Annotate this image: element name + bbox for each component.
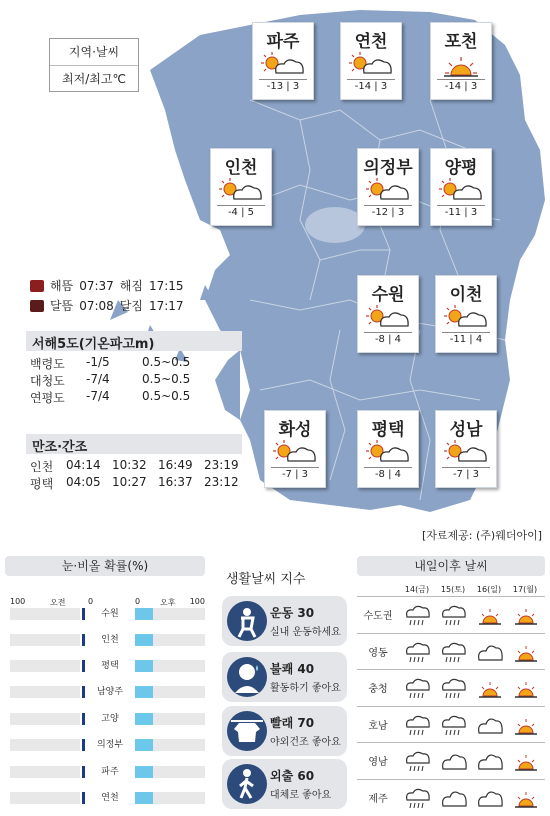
life-item-desc: 대체로 좋아요 <box>270 790 332 801</box>
cloud-rain-icon <box>403 784 433 812</box>
sun-setting-icon <box>511 784 541 812</box>
city-card-pyeongtaek <box>357 410 419 488</box>
life-index-title: 생활날씨 지수 <box>226 572 306 587</box>
life-item-desc: 실내 운동하세요 <box>270 627 341 638</box>
sun-setting-icon <box>511 711 541 739</box>
precip-row <box>10 739 205 751</box>
temp-low: -8 <box>374 334 385 345</box>
temp-range: -11 | 4 <box>442 332 490 345</box>
sun-cloud-icon <box>358 175 418 205</box>
precip-region: 수원 <box>101 609 119 619</box>
cloud-icon <box>475 638 505 666</box>
city-card-seongnam <box>435 410 497 488</box>
city-name: 평택 <box>371 420 405 440</box>
sun-cloud-icon <box>358 437 418 467</box>
precip-row <box>10 660 205 672</box>
moon-icon <box>30 300 44 312</box>
life-item-outing <box>222 759 347 809</box>
forecast-row <box>357 742 545 778</box>
temp-high: 3 <box>470 81 478 92</box>
tide-time: 10:27 <box>112 475 147 489</box>
temp-low: -14 <box>354 81 372 92</box>
temp-range: -8 | 4 <box>364 467 412 480</box>
forecast-row <box>357 706 545 742</box>
temp-low: -7 <box>281 469 292 480</box>
cloud-rain-icon <box>439 674 469 702</box>
moonset-time: 17:17 <box>148 298 184 313</box>
sun-setting-icon <box>511 747 541 775</box>
temp-high: 3 <box>397 207 405 218</box>
forecast-region: 영동 <box>368 647 388 659</box>
forecast-region: 충청 <box>368 684 388 695</box>
tide-time: 23:19 <box>204 458 239 472</box>
cloud-rain-icon <box>439 601 469 629</box>
cloud-rain-icon <box>403 638 433 666</box>
city-name: 연천 <box>354 32 388 52</box>
temp-high: 3 <box>292 81 300 92</box>
tide-time: 16:49 <box>158 458 193 472</box>
city-card-paju <box>252 22 314 100</box>
precip-row <box>10 766 205 778</box>
cloud-icon <box>475 784 505 812</box>
temp-high: 3 <box>380 81 388 92</box>
sun-cloud-icon <box>436 302 496 332</box>
cloud-rain-icon <box>403 601 433 629</box>
axis-zero-right: 0 <box>135 597 141 606</box>
temp-low: -13 <box>266 81 284 92</box>
sea-temp: -7/4 <box>86 389 110 403</box>
sunrise-time: 07:37 <box>79 278 114 293</box>
sun-cloud-icon <box>436 437 496 467</box>
cloud-rain-icon <box>403 674 433 702</box>
life-item-name: 불쾌 40 <box>270 662 315 676</box>
city-name: 양평 <box>444 158 478 178</box>
axis-left-100: 100 <box>10 597 26 606</box>
temp-high: 3 <box>301 469 309 480</box>
tide-time: 04:05 <box>66 475 101 489</box>
city-card-uijeongbu <box>357 148 419 226</box>
legend-region-weather: 지역·날씨 <box>68 45 120 59</box>
temp-high: 3 <box>470 207 478 218</box>
city-card-suwon <box>357 275 419 353</box>
precip-region: 의정부 <box>96 740 124 750</box>
city-name: 수원 <box>371 285 405 305</box>
sea-place: 대청도 <box>30 374 65 388</box>
precip-region: 남양주 <box>96 687 124 697</box>
city-card-hwaseong <box>264 410 326 488</box>
temp-high: 5 <box>247 207 255 218</box>
temp-high: 3 <box>472 469 480 480</box>
city-card-incheon <box>210 148 272 226</box>
precip-region: 연천 <box>101 793 119 803</box>
tide-time: 16:37 <box>158 475 193 489</box>
sun-setting-icon <box>431 49 491 79</box>
precip-row <box>10 634 205 646</box>
temp-range: -11 | 3 <box>437 205 485 218</box>
precip-row <box>10 608 205 620</box>
temp-low: -7 <box>452 469 463 480</box>
sun-setting-icon <box>511 638 541 666</box>
life-item-desc: 야외건조 좋아요 <box>270 737 341 748</box>
city-name: 이천 <box>449 285 483 305</box>
city-name: 화성 <box>278 420 312 440</box>
sun-setting-icon <box>475 674 505 702</box>
temp-range: -12 | 3 <box>364 205 412 218</box>
person-sweat-icon <box>227 657 267 697</box>
tide-panel <box>26 434 242 492</box>
cloud-icon <box>439 784 469 812</box>
moonrise-label: 달뜸 <box>50 299 74 313</box>
moonrise-time: 07:08 <box>79 298 114 313</box>
temp-low: -11 <box>449 334 467 345</box>
sun-cloud-icon <box>341 49 401 79</box>
tide-time: 10:32 <box>112 458 147 472</box>
sea-panel-title: 서해5도(기온파고m) <box>26 331 242 351</box>
city-name: 파주 <box>266 32 300 52</box>
sea-wave: 0.5~0.5 <box>142 372 191 386</box>
forecast-day: 14(금) <box>404 585 430 594</box>
city-name: 인천 <box>224 158 258 178</box>
city-name: 의정부 <box>363 158 413 178</box>
forecast-region: 수도권 <box>363 611 393 622</box>
sea-row <box>26 355 242 372</box>
sunset-time: 17:15 <box>148 278 184 293</box>
forecast-row <box>357 596 545 632</box>
forecast-row <box>357 669 545 705</box>
temp-range: -14 | 3 <box>437 79 485 92</box>
tide-time: 23:12 <box>204 475 239 489</box>
precip-region: 고양 <box>101 714 119 724</box>
tide-panel-title: 만조·간조 <box>26 434 242 454</box>
sun-times <box>30 277 184 294</box>
cloud-icon <box>475 711 505 739</box>
temp-low: -11 <box>444 207 462 218</box>
temp-range: -13 | 3 <box>259 79 307 92</box>
precip-row <box>10 713 205 725</box>
life-item-desc: 활동하기 좋아요 <box>270 683 341 694</box>
sun-cloud-icon <box>358 302 418 332</box>
life-item-laundry <box>222 706 347 756</box>
life-item-name: 운동 30 <box>270 606 315 620</box>
sun-cloud-icon <box>265 437 325 467</box>
axis-am: 오전 <box>50 598 66 607</box>
forecast-day: 15(토) <box>440 585 466 594</box>
sunrise-icon <box>30 280 44 292</box>
life-item-exercise <box>222 596 347 646</box>
temp-high: 4 <box>394 334 402 345</box>
moon-times <box>30 297 184 314</box>
life-item-name: 외출 60 <box>270 769 315 783</box>
sun-cloud-icon <box>431 175 491 205</box>
forecast-region: 제주 <box>368 793 388 805</box>
forecast-region: 호남 <box>368 720 388 732</box>
sun-setting-icon <box>511 601 541 629</box>
precip-region: 평택 <box>101 661 119 671</box>
axis-zero-left: 0 <box>88 597 94 606</box>
temp-low: -8 <box>374 469 385 480</box>
sea-panel <box>26 331 242 406</box>
city-card-pocheon <box>430 22 492 100</box>
sea-row <box>26 372 242 389</box>
moonset-label: 달짐 <box>119 299 143 313</box>
axis-right-100: 100 <box>189 597 205 606</box>
city-name: 성남 <box>449 420 483 440</box>
temp-range: -7 | 3 <box>442 467 490 480</box>
temp-high: 4 <box>394 469 402 480</box>
forecast-days <box>399 584 545 595</box>
bottom-panels <box>0 556 550 815</box>
precip-row <box>10 792 205 804</box>
temp-low: -4 <box>227 207 238 218</box>
forecast-row <box>357 633 545 669</box>
cloud-rain-icon <box>439 638 469 666</box>
sun-setting-icon <box>475 601 505 629</box>
sun-cloud-icon <box>211 175 271 205</box>
sea-place: 백령도 <box>30 357 65 371</box>
tide-place: 인천 <box>30 460 54 474</box>
cloud-icon <box>439 747 469 775</box>
walking-person-icon <box>227 764 267 804</box>
axis-pm: 오후 <box>160 598 176 607</box>
map-legend <box>49 38 139 92</box>
temp-range: -14 | 3 <box>347 79 395 92</box>
temp-high: 4 <box>475 334 483 345</box>
cloud-icon <box>475 747 505 775</box>
forecast-day: 17(월) <box>512 585 538 594</box>
shirt-icon <box>227 711 267 751</box>
tide-row <box>26 458 242 475</box>
forecast-day: 16(일) <box>476 585 502 594</box>
temp-low: -12 <box>371 207 389 218</box>
tide-time: 04:14 <box>66 458 101 472</box>
life-item-name: 빨래 70 <box>270 716 315 730</box>
city-card-yangpyeong <box>430 148 492 226</box>
sea-place: 연평도 <box>30 391 65 405</box>
data-source-credit: [자료제공: (주)웨더아이] <box>421 529 542 542</box>
sea-wave: 0.5~0.5 <box>142 389 191 403</box>
sea-row <box>26 389 242 406</box>
sunrise-label: 해뜸 <box>50 279 74 293</box>
temp-range: -8 | 4 <box>364 332 412 345</box>
tide-row <box>26 475 242 492</box>
precip-title: 눈·비올 확률(%) <box>5 556 205 576</box>
temp-low: -14 <box>444 81 462 92</box>
sunset-label: 해짐 <box>119 279 143 293</box>
sea-temp: -1/5 <box>86 355 110 369</box>
tide-place: 평택 <box>30 477 54 491</box>
city-card-yeoncheon <box>340 22 402 100</box>
life-item-discomfort <box>222 652 347 702</box>
city-name: 포천 <box>444 32 478 52</box>
cloud-rain-icon <box>439 711 469 739</box>
forecast-title: 내일이후 날씨 <box>357 556 545 576</box>
city-card-icheon <box>435 275 497 353</box>
sea-temp: -7/4 <box>86 372 110 386</box>
forecast-row <box>357 779 545 815</box>
temp-range: -4 | 5 <box>217 205 265 218</box>
cloud-rain-icon <box>403 711 433 739</box>
forecast-region: 영남 <box>368 757 388 768</box>
sea-wave: 0.5~0.5 <box>142 355 191 369</box>
precip-region: 인천 <box>101 635 119 645</box>
sun-setting-icon <box>511 674 541 702</box>
cloud-rain-icon <box>403 747 433 775</box>
sun-cloud-icon <box>253 49 313 79</box>
legend-min-max-temp: 최저/최고℃ <box>50 65 138 91</box>
precip-region: 파주 <box>101 767 119 777</box>
temp-range: -7 | 3 <box>271 467 319 480</box>
exercise-icon <box>227 601 267 641</box>
precip-row <box>10 686 205 698</box>
